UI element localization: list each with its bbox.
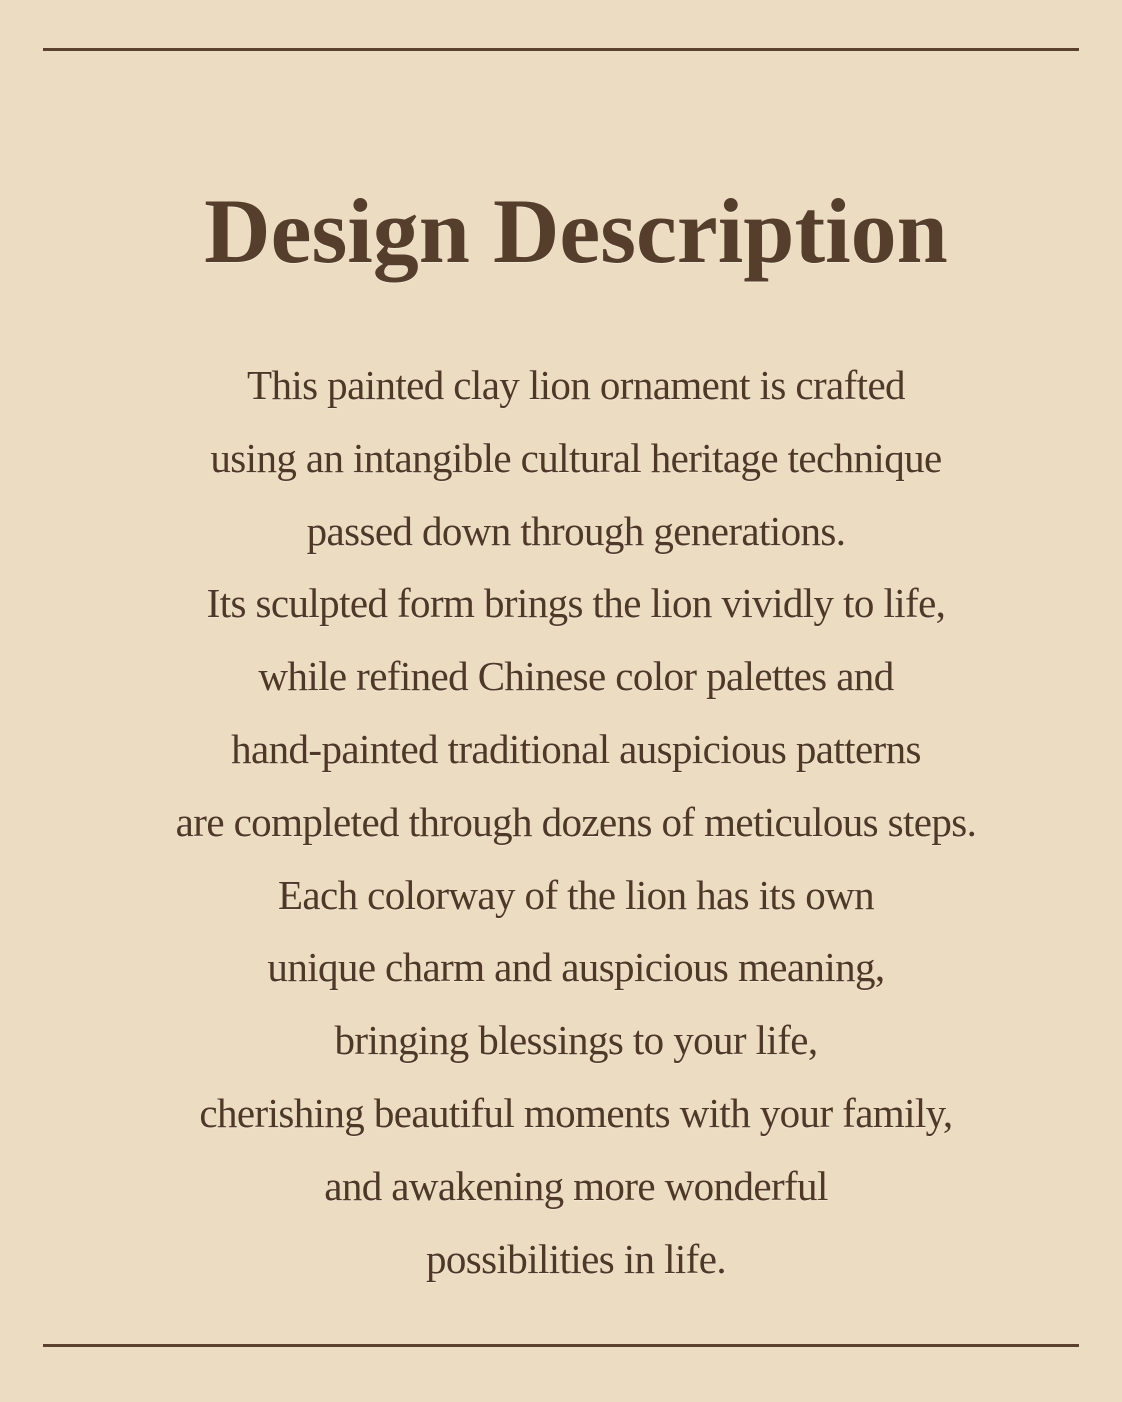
- bottom-divider: [43, 1344, 1079, 1347]
- description-line: Each colorway of the lion has its own: [277, 871, 875, 918]
- description-line: while refined Chinese color palettes and: [258, 653, 894, 700]
- description-line: Its sculpted form brings the lion vividly to life,: [206, 580, 946, 627]
- description-line: This painted clay lion ornament is crafted: [247, 362, 905, 408]
- page-title: Design Description: [204, 180, 948, 282]
- description-line: bringing blessings to your life,: [334, 1017, 818, 1064]
- description-line: hand-painted traditional auspicious patterns: [231, 725, 921, 772]
- top-divider: [43, 48, 1079, 51]
- description-line: unique charm and auspicious meaning,: [267, 944, 885, 991]
- description-line: are completed through dozens of meticulous steps.: [175, 798, 977, 845]
- description-line: passed down through generations.: [306, 507, 846, 554]
- description-line: cherishing beautiful moments with your family,: [199, 1089, 953, 1136]
- description-text: [0, 349, 1122, 1295]
- description-line: possibilities in life.: [426, 1235, 726, 1282]
- description-line: using an intangible cultural heritage technique: [210, 434, 942, 481]
- description-line: and awakening more wonderful: [324, 1162, 828, 1209]
